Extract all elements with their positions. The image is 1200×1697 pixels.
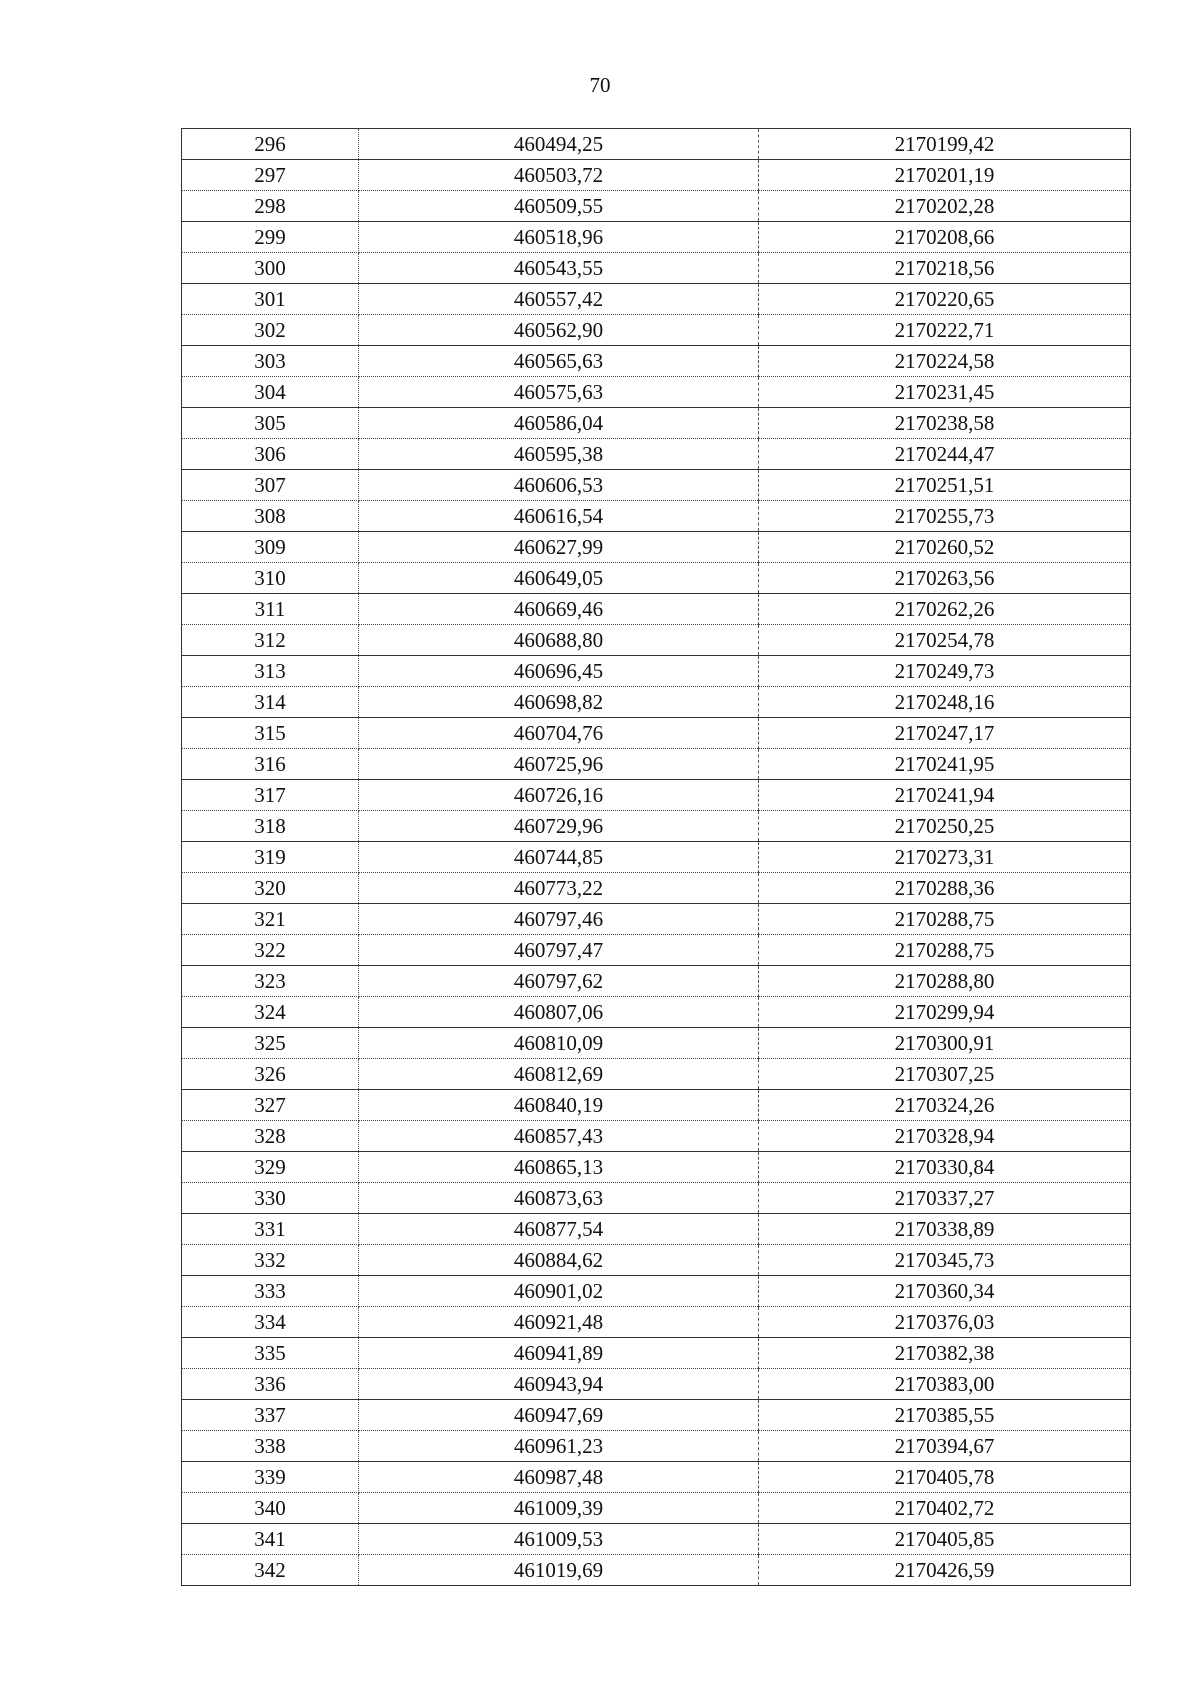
point-number-cell: 319 xyxy=(182,842,359,873)
x-coordinate-cell: 461009,53 xyxy=(359,1524,759,1555)
table-row xyxy=(182,966,1131,997)
y-coordinate-cell: 2170328,94 xyxy=(759,1121,1131,1152)
x-coordinate-cell: 460961,23 xyxy=(359,1431,759,1462)
point-number-cell: 321 xyxy=(182,904,359,935)
x-coordinate-cell: 460543,55 xyxy=(359,253,759,284)
y-coordinate-cell: 2170208,66 xyxy=(759,222,1131,253)
point-number-cell: 306 xyxy=(182,439,359,470)
x-coordinate-cell: 460509,55 xyxy=(359,191,759,222)
table-row xyxy=(182,160,1131,191)
x-coordinate-cell: 460669,46 xyxy=(359,594,759,625)
table-row xyxy=(182,687,1131,718)
table-row xyxy=(182,749,1131,780)
table-row xyxy=(182,625,1131,656)
x-coordinate-cell: 460565,63 xyxy=(359,346,759,377)
y-coordinate-cell: 2170288,80 xyxy=(759,966,1131,997)
table-row xyxy=(182,1307,1131,1338)
x-coordinate-cell: 460812,69 xyxy=(359,1059,759,1090)
y-coordinate-cell: 2170337,27 xyxy=(759,1183,1131,1214)
table-row xyxy=(182,1524,1131,1555)
x-coordinate-cell: 460726,16 xyxy=(359,780,759,811)
y-coordinate-cell: 2170345,73 xyxy=(759,1245,1131,1276)
x-coordinate-cell: 460494,25 xyxy=(359,129,759,160)
x-coordinate-cell: 460807,06 xyxy=(359,997,759,1028)
table-row xyxy=(182,1369,1131,1400)
table-row xyxy=(182,842,1131,873)
table-row xyxy=(182,563,1131,594)
table-row xyxy=(182,1059,1131,1090)
point-number-cell: 332 xyxy=(182,1245,359,1276)
table-row xyxy=(182,1028,1131,1059)
point-number-cell: 298 xyxy=(182,191,359,222)
table-row xyxy=(182,811,1131,842)
y-coordinate-cell: 2170360,34 xyxy=(759,1276,1131,1307)
x-coordinate-cell: 460921,48 xyxy=(359,1307,759,1338)
x-coordinate-cell: 460857,43 xyxy=(359,1121,759,1152)
y-coordinate-cell: 2170254,78 xyxy=(759,625,1131,656)
y-coordinate-cell: 2170247,17 xyxy=(759,718,1131,749)
y-coordinate-cell: 2170299,94 xyxy=(759,997,1131,1028)
x-coordinate-cell: 460797,47 xyxy=(359,935,759,966)
table-row xyxy=(182,780,1131,811)
y-coordinate-cell: 2170251,51 xyxy=(759,470,1131,501)
y-coordinate-cell: 2170241,94 xyxy=(759,780,1131,811)
table-row xyxy=(182,656,1131,687)
point-number-cell: 327 xyxy=(182,1090,359,1121)
y-coordinate-cell: 2170307,25 xyxy=(759,1059,1131,1090)
x-coordinate-cell: 460688,80 xyxy=(359,625,759,656)
table-row xyxy=(182,222,1131,253)
table-row xyxy=(182,1462,1131,1493)
y-coordinate-cell: 2170385,55 xyxy=(759,1400,1131,1431)
coordinates-table xyxy=(181,128,1131,1586)
x-coordinate-cell: 460865,13 xyxy=(359,1152,759,1183)
x-coordinate-cell: 460698,82 xyxy=(359,687,759,718)
y-coordinate-cell: 2170255,73 xyxy=(759,501,1131,532)
y-coordinate-cell: 2170288,75 xyxy=(759,904,1131,935)
x-coordinate-cell: 460595,38 xyxy=(359,439,759,470)
point-number-cell: 335 xyxy=(182,1338,359,1369)
table-row xyxy=(182,408,1131,439)
y-coordinate-cell: 2170263,56 xyxy=(759,563,1131,594)
y-coordinate-cell: 2170402,72 xyxy=(759,1493,1131,1524)
y-coordinate-cell: 2170405,78 xyxy=(759,1462,1131,1493)
y-coordinate-cell: 2170224,58 xyxy=(759,346,1131,377)
point-number-cell: 299 xyxy=(182,222,359,253)
point-number-cell: 309 xyxy=(182,532,359,563)
y-coordinate-cell: 2170201,19 xyxy=(759,160,1131,191)
x-coordinate-cell: 460810,09 xyxy=(359,1028,759,1059)
y-coordinate-cell: 2170262,26 xyxy=(759,594,1131,625)
point-number-cell: 307 xyxy=(182,470,359,501)
y-coordinate-cell: 2170202,28 xyxy=(759,191,1131,222)
x-coordinate-cell: 460562,90 xyxy=(359,315,759,346)
point-number-cell: 324 xyxy=(182,997,359,1028)
y-coordinate-cell: 2170218,56 xyxy=(759,253,1131,284)
point-number-cell: 325 xyxy=(182,1028,359,1059)
point-number-cell: 303 xyxy=(182,346,359,377)
point-number-cell: 331 xyxy=(182,1214,359,1245)
table-row xyxy=(182,1431,1131,1462)
x-coordinate-cell: 460616,54 xyxy=(359,501,759,532)
point-number-cell: 318 xyxy=(182,811,359,842)
y-coordinate-cell: 2170222,71 xyxy=(759,315,1131,346)
y-coordinate-cell: 2170248,16 xyxy=(759,687,1131,718)
table-row xyxy=(182,1245,1131,1276)
point-number-cell: 323 xyxy=(182,966,359,997)
table-row xyxy=(182,253,1131,284)
table-row xyxy=(182,1183,1131,1214)
table-row xyxy=(182,1214,1131,1245)
table-row xyxy=(182,935,1131,966)
point-number-cell: 314 xyxy=(182,687,359,718)
x-coordinate-cell: 460773,22 xyxy=(359,873,759,904)
point-number-cell: 330 xyxy=(182,1183,359,1214)
table-row xyxy=(182,532,1131,563)
point-number-cell: 338 xyxy=(182,1431,359,1462)
x-coordinate-cell: 460943,94 xyxy=(359,1369,759,1400)
point-number-cell: 316 xyxy=(182,749,359,780)
y-coordinate-cell: 2170394,67 xyxy=(759,1431,1131,1462)
y-coordinate-cell: 2170260,52 xyxy=(759,532,1131,563)
point-number-cell: 315 xyxy=(182,718,359,749)
x-coordinate-cell: 460575,63 xyxy=(359,377,759,408)
x-coordinate-cell: 460649,05 xyxy=(359,563,759,594)
x-coordinate-cell: 460729,96 xyxy=(359,811,759,842)
point-number-cell: 333 xyxy=(182,1276,359,1307)
x-coordinate-cell: 460941,89 xyxy=(359,1338,759,1369)
x-coordinate-cell: 460725,96 xyxy=(359,749,759,780)
table-row xyxy=(182,439,1131,470)
point-number-cell: 302 xyxy=(182,315,359,346)
point-number-cell: 340 xyxy=(182,1493,359,1524)
x-coordinate-cell: 460503,72 xyxy=(359,160,759,191)
x-coordinate-cell: 460744,85 xyxy=(359,842,759,873)
y-coordinate-cell: 2170231,45 xyxy=(759,377,1131,408)
table-row xyxy=(182,1555,1131,1586)
table-row xyxy=(182,1493,1131,1524)
x-coordinate-cell: 460797,46 xyxy=(359,904,759,935)
table-row xyxy=(182,1121,1131,1152)
point-number-cell: 342 xyxy=(182,1555,359,1586)
y-coordinate-cell: 2170288,75 xyxy=(759,935,1131,966)
x-coordinate-cell: 460704,76 xyxy=(359,718,759,749)
x-coordinate-cell: 460987,48 xyxy=(359,1462,759,1493)
point-number-cell: 320 xyxy=(182,873,359,904)
table-row xyxy=(182,718,1131,749)
point-number-cell: 313 xyxy=(182,656,359,687)
x-coordinate-cell: 460627,99 xyxy=(359,532,759,563)
x-coordinate-cell: 460696,45 xyxy=(359,656,759,687)
point-number-cell: 311 xyxy=(182,594,359,625)
point-number-cell: 329 xyxy=(182,1152,359,1183)
x-coordinate-cell: 460884,62 xyxy=(359,1245,759,1276)
y-coordinate-cell: 2170383,00 xyxy=(759,1369,1131,1400)
table-row xyxy=(182,594,1131,625)
point-number-cell: 301 xyxy=(182,284,359,315)
y-coordinate-cell: 2170244,47 xyxy=(759,439,1131,470)
table-row xyxy=(182,346,1131,377)
point-number-cell: 297 xyxy=(182,160,359,191)
point-number-cell: 312 xyxy=(182,625,359,656)
y-coordinate-cell: 2170405,85 xyxy=(759,1524,1131,1555)
x-coordinate-cell: 460797,62 xyxy=(359,966,759,997)
point-number-cell: 334 xyxy=(182,1307,359,1338)
point-number-cell: 296 xyxy=(182,129,359,160)
y-coordinate-cell: 2170220,65 xyxy=(759,284,1131,315)
point-number-cell: 337 xyxy=(182,1400,359,1431)
point-number-cell: 326 xyxy=(182,1059,359,1090)
point-number-cell: 300 xyxy=(182,253,359,284)
x-coordinate-cell: 460947,69 xyxy=(359,1400,759,1431)
table-row xyxy=(182,470,1131,501)
table-row xyxy=(182,1400,1131,1431)
y-coordinate-cell: 2170330,84 xyxy=(759,1152,1131,1183)
point-number-cell: 317 xyxy=(182,780,359,811)
point-number-cell: 339 xyxy=(182,1462,359,1493)
y-coordinate-cell: 2170376,03 xyxy=(759,1307,1131,1338)
x-coordinate-cell: 460901,02 xyxy=(359,1276,759,1307)
table-row xyxy=(182,1338,1131,1369)
table-row xyxy=(182,501,1131,532)
table-row xyxy=(182,1152,1131,1183)
x-coordinate-cell: 460877,54 xyxy=(359,1214,759,1245)
x-coordinate-cell: 460606,53 xyxy=(359,470,759,501)
table-row xyxy=(182,315,1131,346)
point-number-cell: 304 xyxy=(182,377,359,408)
table-row xyxy=(182,1090,1131,1121)
y-coordinate-cell: 2170241,95 xyxy=(759,749,1131,780)
point-number-cell: 310 xyxy=(182,563,359,594)
x-coordinate-cell: 460873,63 xyxy=(359,1183,759,1214)
point-number-cell: 341 xyxy=(182,1524,359,1555)
y-coordinate-cell: 2170238,58 xyxy=(759,408,1131,439)
y-coordinate-cell: 2170382,38 xyxy=(759,1338,1131,1369)
point-number-cell: 336 xyxy=(182,1369,359,1400)
coordinates-table-body xyxy=(182,129,1131,1586)
x-coordinate-cell: 461019,69 xyxy=(359,1555,759,1586)
table-row xyxy=(182,997,1131,1028)
point-number-cell: 305 xyxy=(182,408,359,439)
table-row xyxy=(182,377,1131,408)
y-coordinate-cell: 2170250,25 xyxy=(759,811,1131,842)
x-coordinate-cell: 460518,96 xyxy=(359,222,759,253)
point-number-cell: 322 xyxy=(182,935,359,966)
table-row xyxy=(182,1276,1131,1307)
table-row xyxy=(182,129,1131,160)
y-coordinate-cell: 2170426,59 xyxy=(759,1555,1131,1586)
y-coordinate-cell: 2170273,31 xyxy=(759,842,1131,873)
point-number-cell: 328 xyxy=(182,1121,359,1152)
y-coordinate-cell: 2170338,89 xyxy=(759,1214,1131,1245)
x-coordinate-cell: 460557,42 xyxy=(359,284,759,315)
point-number-cell: 308 xyxy=(182,501,359,532)
y-coordinate-cell: 2170288,36 xyxy=(759,873,1131,904)
y-coordinate-cell: 2170324,26 xyxy=(759,1090,1131,1121)
table-row xyxy=(182,191,1131,222)
x-coordinate-cell: 460586,04 xyxy=(359,408,759,439)
table-row xyxy=(182,284,1131,315)
x-coordinate-cell: 460840,19 xyxy=(359,1090,759,1121)
x-coordinate-cell: 461009,39 xyxy=(359,1493,759,1524)
table-row xyxy=(182,873,1131,904)
y-coordinate-cell: 2170199,42 xyxy=(759,129,1131,160)
page-number: 70 xyxy=(589,73,611,97)
table-row xyxy=(182,904,1131,935)
y-coordinate-cell: 2170249,73 xyxy=(759,656,1131,687)
y-coordinate-cell: 2170300,91 xyxy=(759,1028,1131,1059)
